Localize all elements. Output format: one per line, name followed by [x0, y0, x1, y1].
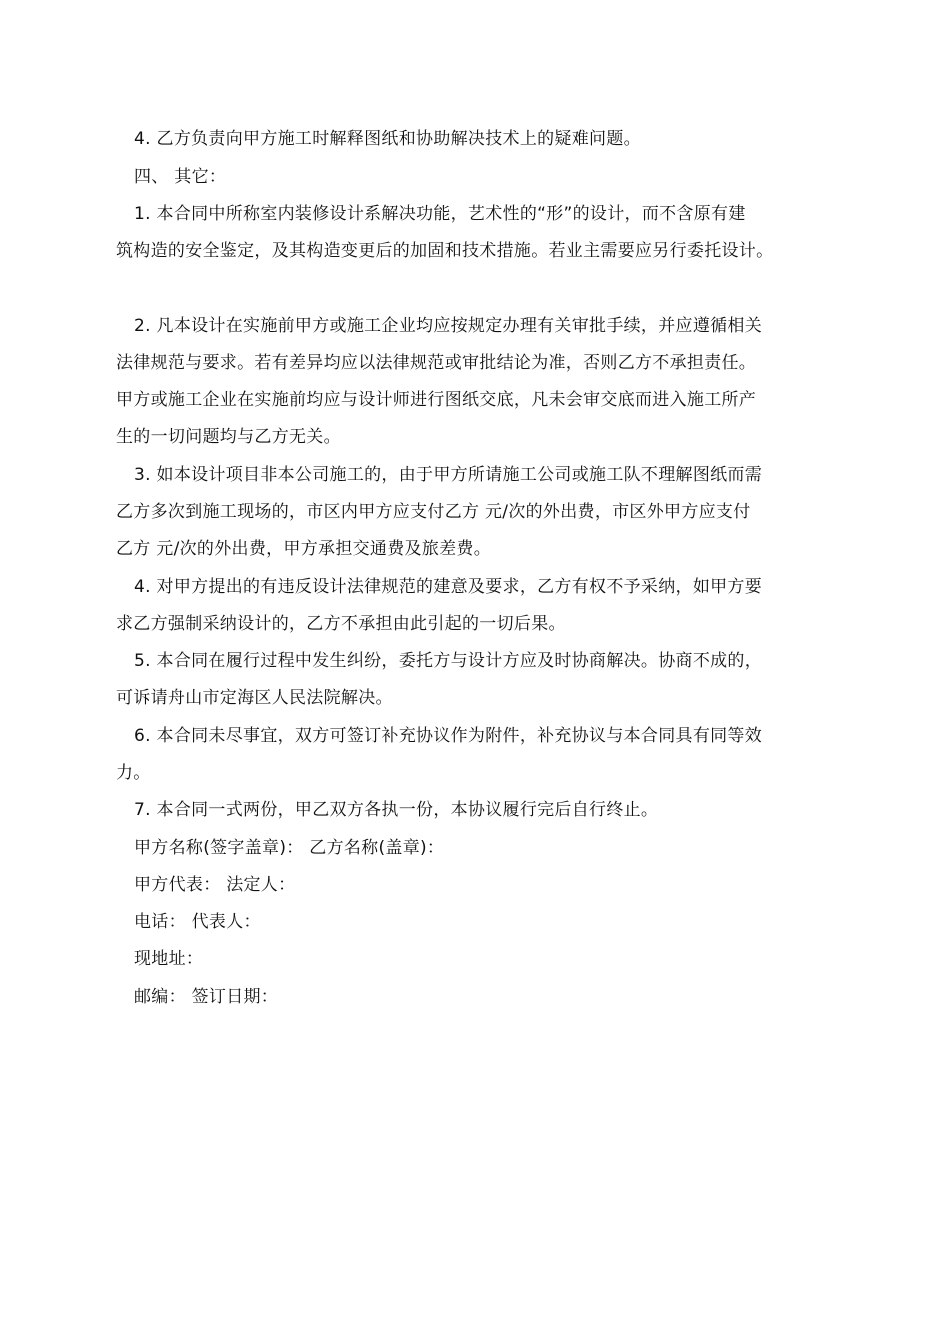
clause-4-technical-support: 4. 乙方负责向甲方施工时解释图纸和协助解决技术上的疑难问题。: [134, 129, 641, 149]
clause-3-line-2: 乙方多次到施工现场的，市区内甲方应支付乙方 元/次的外出费，市区外甲方应支付: [116, 502, 751, 522]
signature-representatives: 甲方代表： 法定人：: [134, 875, 296, 895]
clause-5-line-2: 可诉请舟山市定海区人民法院解决。: [116, 688, 393, 708]
clause-5-line-1: 5. 本合同在履行过程中发生纠纷，委托方与设计方应及时协商解决。协商不成的，: [134, 651, 763, 671]
clause-2-line-3: 甲方或施工企业在实施前均应与设计师进行图纸交底，凡未会审交底而进入施工所产: [116, 390, 757, 410]
clause-2-line-4: 生的一切问题均与乙方无关。: [116, 427, 341, 447]
clause-4-line-1: 4. 对甲方提出的有违反设计法律规范的建意及要求，乙方有权不予采纳，如甲方要: [134, 577, 763, 597]
section-heading-others: 四、 其它：: [134, 167, 227, 187]
clause-1-line-1: 1. 本合同中所称室内装修设计系解决功能，艺术性的“形”的设计，而不含原有建: [134, 204, 746, 224]
signature-postcode-date: 邮编： 签订日期：: [134, 987, 279, 1007]
clause-4-line-2: 求乙方强制采纳设计的，乙方不承担由此引起的一切后果。: [116, 614, 566, 634]
signature-address: 现地址：: [134, 949, 204, 969]
clause-3-line-3: 乙方 元/次的外出费，甲方承担交通费及旅差费。: [116, 539, 492, 559]
clause-1-line-2: 筑构造的安全鉴定，及其构造变更后的加固和技术措施。若业主需要应另行委托设计。: [116, 241, 774, 261]
signature-phone: 电话： 代表人：: [134, 912, 261, 932]
clause-6-line-2: 力。: [116, 763, 151, 783]
signature-party-names: 甲方名称(签字盖章)： 乙方名称(盖章)：: [134, 838, 445, 858]
clause-3-line-1: 3. 如本设计项目非本公司施工的，由于甲方所请施工公司或施工队不理解图纸而需: [134, 465, 763, 485]
clause-2-line-1: 2. 凡本设计在实施前甲方或施工企业均应按规定办理有关审批手续，并应遵循相关: [134, 316, 763, 336]
clause-7: 7. 本合同一式两份，甲乙双方各执一份，本协议履行完后自行终止。: [134, 800, 659, 820]
clause-2-line-2: 法律规范与要求。若有差异均应以法律规范或审批结论为准，否则乙方不承担责任。: [116, 353, 757, 373]
clause-6-line-1: 6. 本合同未尽事宜，双方可签订补充协议作为附件，补充协议与本合同具有同等效: [134, 726, 763, 746]
